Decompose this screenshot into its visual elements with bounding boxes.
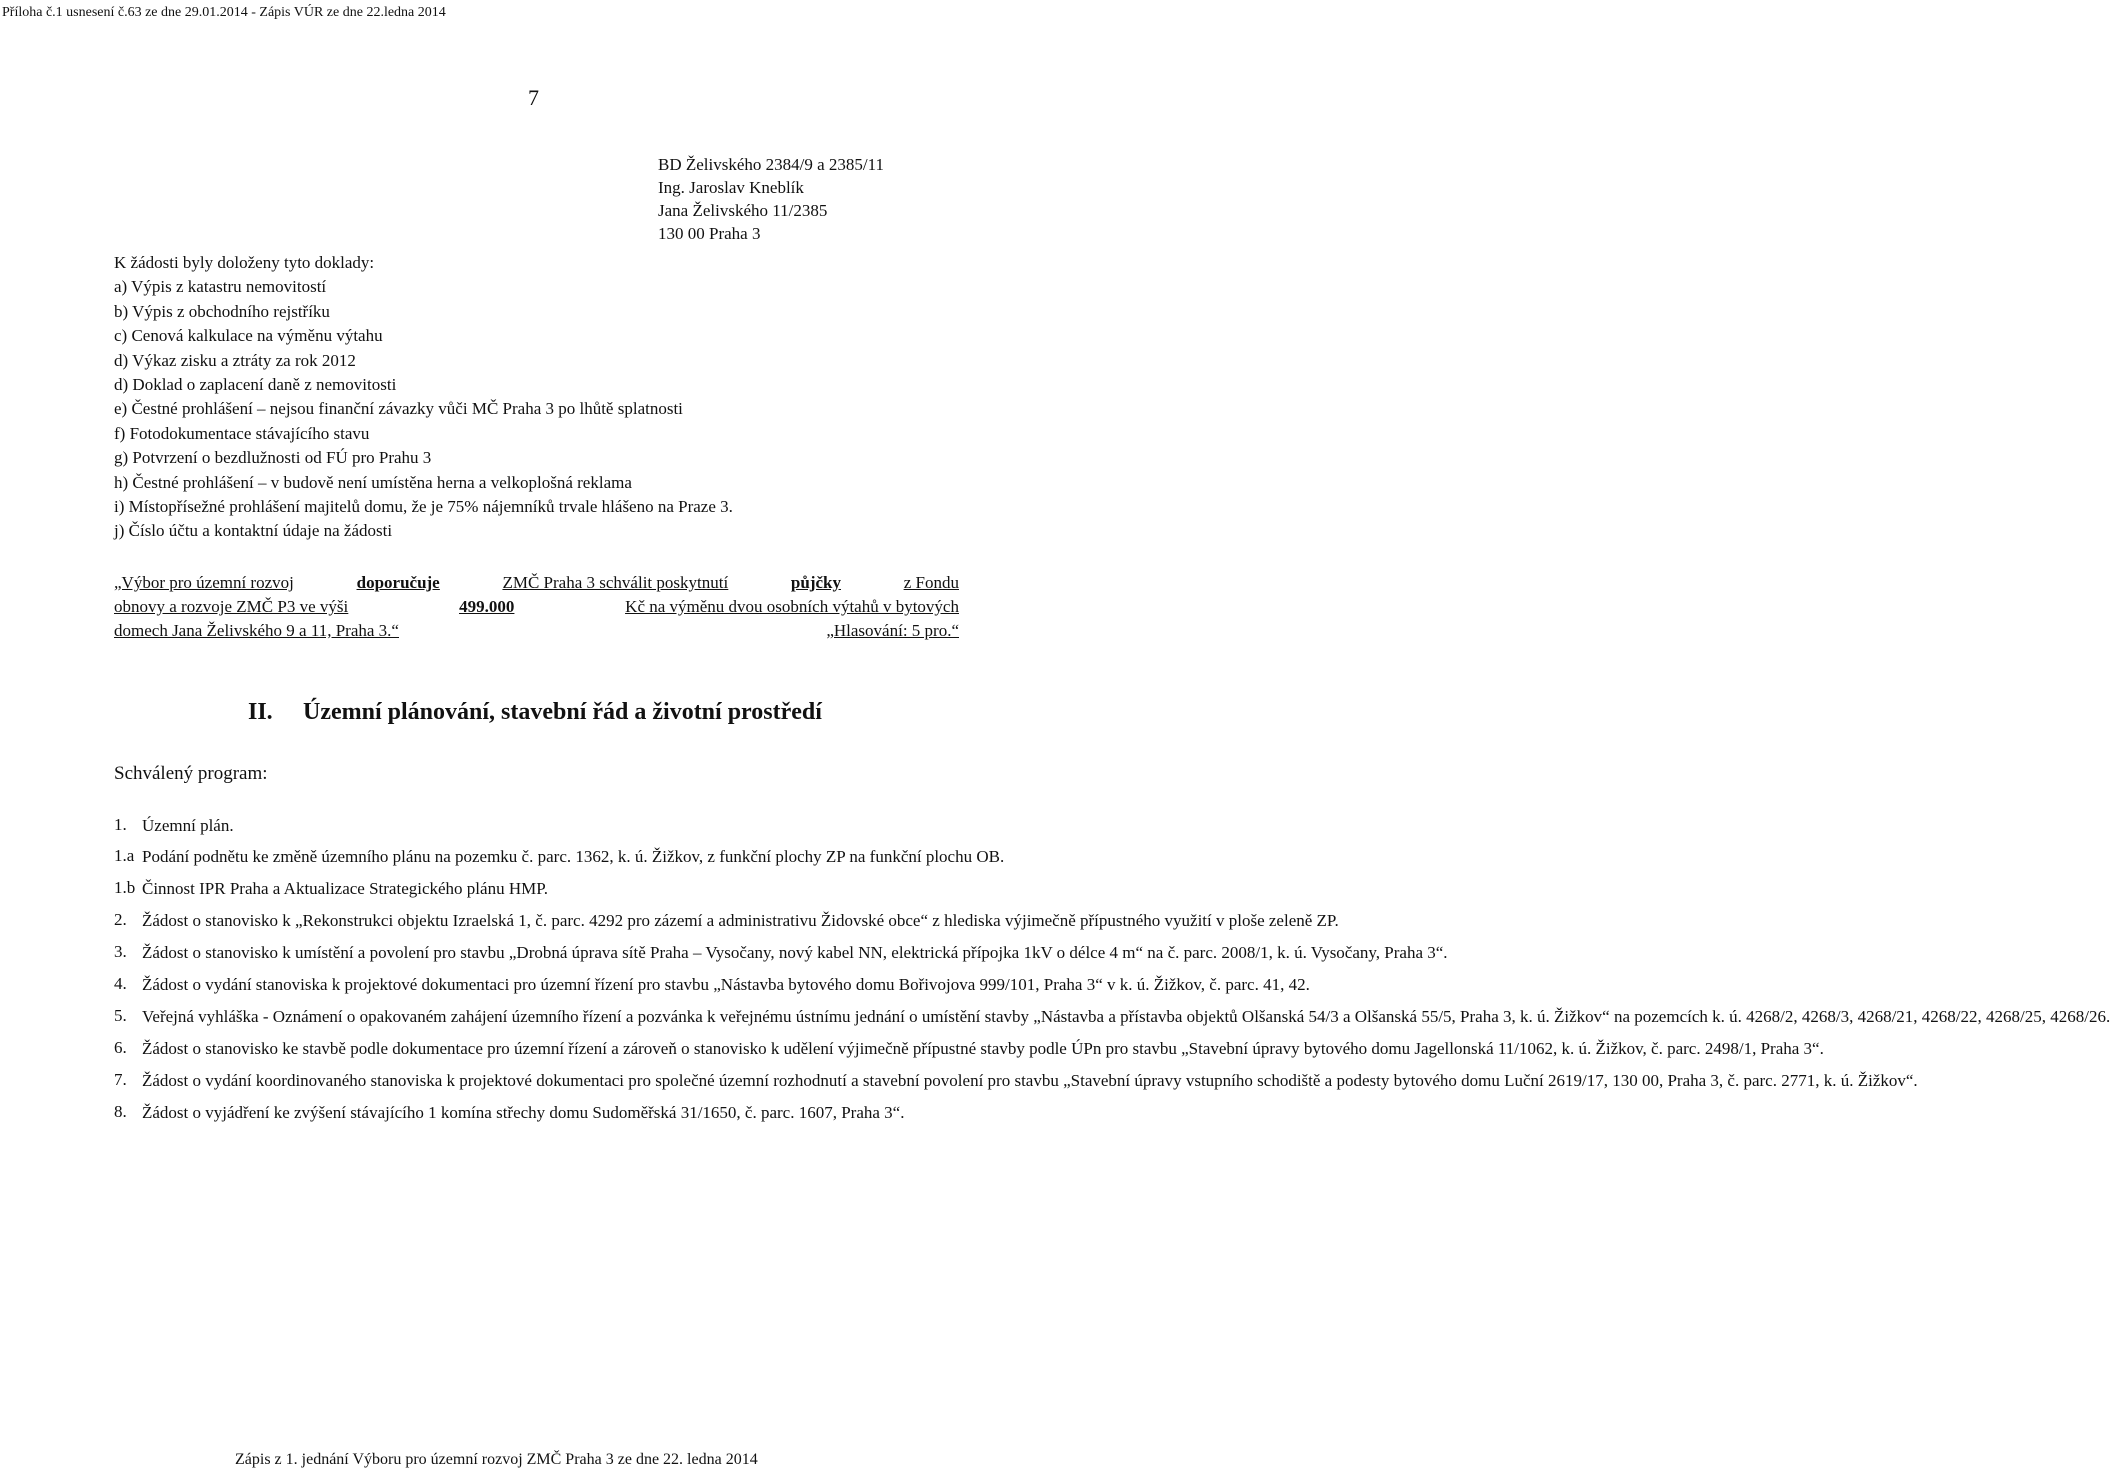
agenda-item-text: Žádost o stanovisko k umístění a povolení pro stavbu „Drobná úprava sítě Praha – Vysočany, nový kabel NN, elektrická přípojka 1kV o délce 4 m“ na č. parc. 2008/1, k. ú. Vysočany, Praha 3“. <box>142 943 1448 962</box>
agenda-item <box>114 908 1339 933</box>
agenda-item <box>114 972 1310 997</box>
agenda-item-number: 1.a <box>114 846 135 865</box>
resolution-keyword: doporučuje <box>356 573 440 592</box>
page-footer: Zápis z 1. jednání Výboru pro územní rozvoj ZMČ Praha 3 ze dne 22. ledna 2014 <box>235 1451 758 1468</box>
agenda-item-text: Žádost o stanovisko ke stavbě podle dokumentace pro územní řízení a zároveň o stanovisko k udělení výjimečně přípustné stavby podle ÚPn pro stavbu „Stavební úpravy bytového domu Jagellonská 11/1062, k. ú. Žižkov, č. parc. 2498/1, Praha 3“. <box>142 1039 1824 1058</box>
document-item: j) Číslo účtu a kontaktní údaje na žádosti <box>114 521 393 541</box>
section-number: II. <box>248 699 273 725</box>
document-item: f) Fotodokumentace stávajícího stavu <box>114 423 370 443</box>
agenda-item-number: 5. <box>114 1006 127 1025</box>
agenda-item-number: 3. <box>114 942 127 961</box>
recipient-line: Ing. Jaroslav Kneblík <box>658 178 804 197</box>
agenda-item <box>114 1004 2110 1029</box>
recipient-line: 130 00 Praha 3 <box>658 224 761 243</box>
page-number: 7 <box>528 85 539 110</box>
agenda-item-number: 2. <box>114 910 127 929</box>
document-item: e) Čestné prohlášení – nejsou finanční závazky vůči MČ Praha 3 po lhůtě splatnosti <box>114 399 683 419</box>
header-note: Příloha č.1 usnesení č.63 ze dne 29.01.2014 - Zápis VÚR ze dne 22.ledna 2014 <box>2 5 446 20</box>
document-item: g) Potvrzení o bezdlužnosti od FÚ pro Prahu 3 <box>114 448 432 468</box>
resolution-text-part: Kč na výměnu dvou osobních výtahů v bytových <box>625 597 959 616</box>
agenda-item <box>114 876 959 901</box>
resolution-text <box>114 571 959 643</box>
document-item: d) Výkaz zisku a ztráty za rok 2012 <box>114 350 356 370</box>
resolution-text-part: „Výbor pro územní rozvoj <box>114 573 294 592</box>
agenda-item-text: Podání podnětu ke změně územního plánu na pozemku č. parc. 1362, k. ú. Žižkov, z funkční plochy ZP na funkční plochu OB. <box>142 847 1005 866</box>
recipient-address <box>658 153 884 245</box>
documents-intro: K žádosti byly doloženy tyto doklady: <box>114 253 375 272</box>
agenda-item-number: 1. <box>114 815 127 834</box>
resolution-line-3 <box>114 619 959 643</box>
resolution-text-part: domech Jana Želivského 9 a 11, Praha 3.“ <box>114 621 399 640</box>
document-item: h) Čestné prohlášení – v budově není umístěna herna a velkoplošná reklama <box>114 472 632 492</box>
voting-result: „Hlasování: 5 pro.“ <box>826 621 959 640</box>
recipient-line: BD Želivského 2384/9 a 2385/11 <box>658 155 885 174</box>
agenda-item-text: Veřejná vyhláška - Oznámení o opakovaném zahájení územního řízení a pozvánka k veřejnému ústnímu jednání o umístění stavby „Nástavba a přístavba objektů Olšanská 54/3 a Olšanská 55/5, Praha 3, k. ú. Žižkov“ na pozemcích k. ú. 4268/2, 4268/3, 4268/21, 4268/22, 4268/25, 4268/26. <box>142 1007 2110 1026</box>
resolution-text-part: ZMČ Praha 3 schválit poskytnutí <box>502 573 729 592</box>
resolution-keyword: půjčky <box>790 573 841 592</box>
agenda-item-number: 1.b <box>114 878 136 897</box>
section-heading <box>248 697 822 727</box>
agenda-item-number: 7. <box>114 1070 127 1089</box>
agenda-item <box>114 813 959 838</box>
agenda-item-number: 4. <box>114 974 127 993</box>
program-title: Schválený program: <box>114 763 268 784</box>
documents-list <box>114 251 733 544</box>
resolution-text-part: z Fondu <box>903 573 959 592</box>
agenda-item <box>114 1100 959 1125</box>
agenda-item-text: Žádost o vydání koordinovaného stanoviska k projektové dokumentaci pro společné územní rozhodnutí a stavební povolení pro stavbu „Stavební úpravy vstupního schodiště a podesty bytového domu Luční 2619/17, 130 00, Praha 3, č. parc. 2771, k. ú. Žižkov“. <box>142 1071 1918 1090</box>
agenda-item-text: Územní plán. <box>142 816 234 835</box>
document-item: a) Výpis z katastru nemovitostí <box>114 277 327 297</box>
agenda-item-text: Žádost o vyjádření ke zvýšení stávajícího 1 komína střechy domu Sudoměřská 31/1650, č. parc. 1607, Praha 3“. <box>142 1103 905 1122</box>
agenda-item <box>114 844 1005 869</box>
resolution-line-1 <box>114 571 959 595</box>
section-title: Územní plánování, stavební řád a životní prostředí <box>303 699 822 725</box>
document-item: i) Místopřísežné prohlášení majitelů domu, že je 75% nájemníků trvale hlášeno na Praze 3. <box>114 497 733 517</box>
agenda-item <box>114 940 1448 965</box>
recipient-line: Jana Želivského 11/2385 <box>658 201 828 220</box>
resolution-amount: 499.000 <box>459 597 515 616</box>
resolution-text-part: obnovy a rozvoje ZMČ P3 ve výši <box>114 597 349 616</box>
resolution-line-2 <box>114 595 959 619</box>
agenda-item-text: Činnost IPR Praha a Aktualizace Strategického plánu HMP. <box>142 879 549 898</box>
agenda-item-number: 8. <box>114 1102 127 1121</box>
agenda-list <box>114 813 2110 1132</box>
agenda-item <box>114 1036 1824 1061</box>
agenda-item-text: Žádost o stanovisko k „Rekonstrukci objektu Izraelská 1, č. parc. 4292 pro zázemí a administrativu Židovské obce“ z hlediska výjimečně přípustného využití v ploše zeleně ZP. <box>142 911 1339 930</box>
agenda-item-number: 6. <box>114 1038 127 1057</box>
agenda-item <box>114 1068 1918 1093</box>
document-item: b) Výpis z obchodního rejstříku <box>114 301 330 321</box>
document-item: d) Doklad o zaplacení daně z nemovitosti <box>114 375 397 395</box>
agenda-item-text: Žádost o vydání stanoviska k projektové dokumentaci pro územní řízení pro stavbu „Nástavba bytového domu Bořivojova 999/101, Praha 3“ v k. ú. Žižkov, č. parc. 41, 42. <box>142 975 1310 994</box>
document-item: c) Cenová kalkulace na výměnu výtahu <box>114 326 383 346</box>
